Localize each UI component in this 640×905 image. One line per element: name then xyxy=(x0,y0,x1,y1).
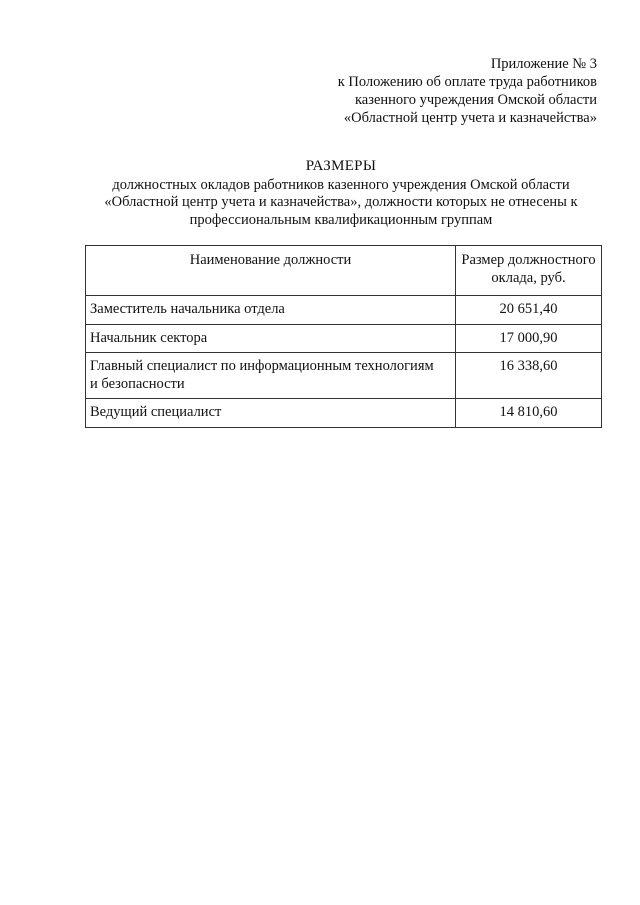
position-cell: Ведущий специалист xyxy=(86,399,456,428)
position-cell: Заместитель начальника отдела xyxy=(86,296,456,325)
table-row xyxy=(86,353,602,399)
appendix-reference-line: к Положению об оплате труда работников xyxy=(337,74,597,90)
column-header-salary-line: оклада, руб. xyxy=(491,269,566,286)
appendix-reference-line: казенного учреждения Омской области xyxy=(354,92,597,108)
salary-cell: 14 810,60 xyxy=(456,399,602,428)
position-cell-line: Главный специалист по информационным технологиям xyxy=(90,358,434,374)
appendix-reference-line: «Областной центр учета и казначейства» xyxy=(343,110,597,126)
table-row xyxy=(86,399,602,428)
salary-table xyxy=(85,245,602,428)
table-row xyxy=(86,324,602,353)
position-cell: Начальник сектора xyxy=(86,324,456,353)
appendix-note xyxy=(338,55,597,127)
column-header-salary-line: Размер должностного xyxy=(461,252,596,268)
table-row xyxy=(86,296,602,325)
title-heading: РАЗМЕРЫ xyxy=(305,158,377,174)
position-cell-line: и безопасности xyxy=(90,375,185,392)
appendix-number: Приложение № 3 xyxy=(490,56,597,72)
column-header-salary xyxy=(456,246,602,296)
title-line: профессиональным квалификационным группам xyxy=(189,211,493,228)
column-header-position: Наименование должности xyxy=(86,246,456,296)
salary-cell: 20 651,40 xyxy=(456,296,602,325)
position-cell xyxy=(86,353,456,399)
title-line: должностных окладов работников казенного учреждения Омской области xyxy=(112,176,570,193)
salary-cell: 17 000,90 xyxy=(456,324,602,353)
salary-cell: 16 338,60 xyxy=(456,353,602,399)
document-title xyxy=(80,158,602,229)
table-header-row xyxy=(86,246,602,296)
title-line: «Областной центр учета и казначейства», должности которых не отнесены к xyxy=(104,194,578,210)
